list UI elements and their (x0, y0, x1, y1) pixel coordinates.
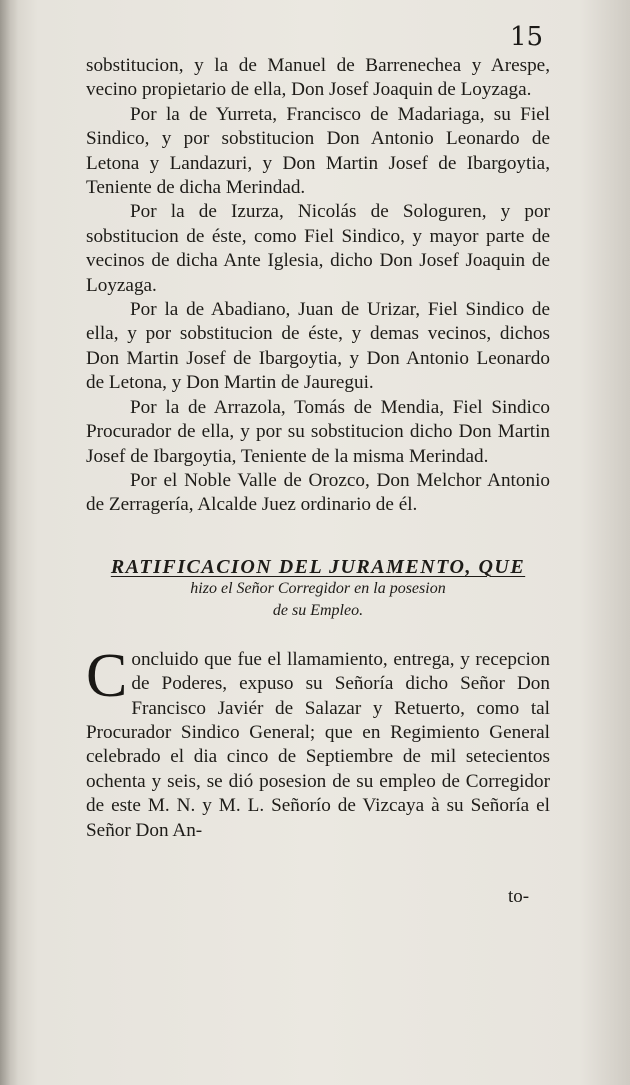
body-paragraph (86, 641, 550, 843)
paragraph-3: Por la de Izurza, Nicolás de Sologuren, y por sobstitucion de éste, como Fiel Sindico, y mayor parte de vecinos de dicha Ante Iglesia, dicho Don Josef Joaquin de Loyzaga. (86, 201, 550, 296)
catchword: to- (508, 886, 530, 907)
paragraph-6: Por el Noble Valle de Orozco, Don Melchor Antonio de Zerragería, Alcalde Juez ordinario de él. (86, 469, 550, 516)
heading-title: RATIFICACION DEL JURAMENTO, QUE (110, 555, 526, 578)
body-text: oncluido que fue el llamamiento, entrega, y recepcion de Poderes, expuso su Señoría dicho Señor Don Francisco Javiér de Salazar y Retuerto, como tal Procurador Sindico General; que en Regimiento General celebrado el dia cinco de Septiembre de mil setecientos ochenta y seis, se dió posesion de su empleo de Corregidor de este M. N. y M. L. Señorío de Vizcaya à su Señoría el Señor Don An- (86, 648, 550, 841)
text-block (86, 54, 550, 843)
paragraph-1: sobstitucion, y la de Manuel de Barrenechea y Arespe, vecino propietario de ella, Don Josef Joaquin de Loyzaga. (86, 55, 550, 101)
paragraph-4: Por la de Abadiano, Juan de Urizar, Fiel Sindico de ella, y por sobstitucion de éste, y demas vecinos, dichos Don Martin Josef de Ibargoytia, y Don Antonio Leonardo de Letona, y Don Martin de Jauregui. (86, 299, 550, 394)
heading-subtitle-line-2: de su Empleo. (272, 601, 364, 619)
page-number: 15 (510, 22, 544, 52)
paragraph-5: Por la de Arrazola, Tomás de Mendia, Fiel Sindico Procurador de ella, y por su sobstitucion dicho Don Martin Josef de Ibargoytia, Teniente de la misma Merindad. (86, 396, 550, 467)
section-heading (86, 556, 550, 622)
drop-cap: C (86, 641, 128, 710)
paragraph-2: Por la de Yurreta, Francisco de Madariaga, su Fiel Sindico, y por sobstitucion Don Antonio Leonardo de Letona y Landazuri, y Don Martin Josef de Ibargoytia, Teniente de dicha Merindad. (86, 103, 550, 199)
heading-subtitle-line-1: hizo el Señor Corregidor en la posesion (190, 579, 446, 597)
binding-shadow (0, 0, 18, 1085)
